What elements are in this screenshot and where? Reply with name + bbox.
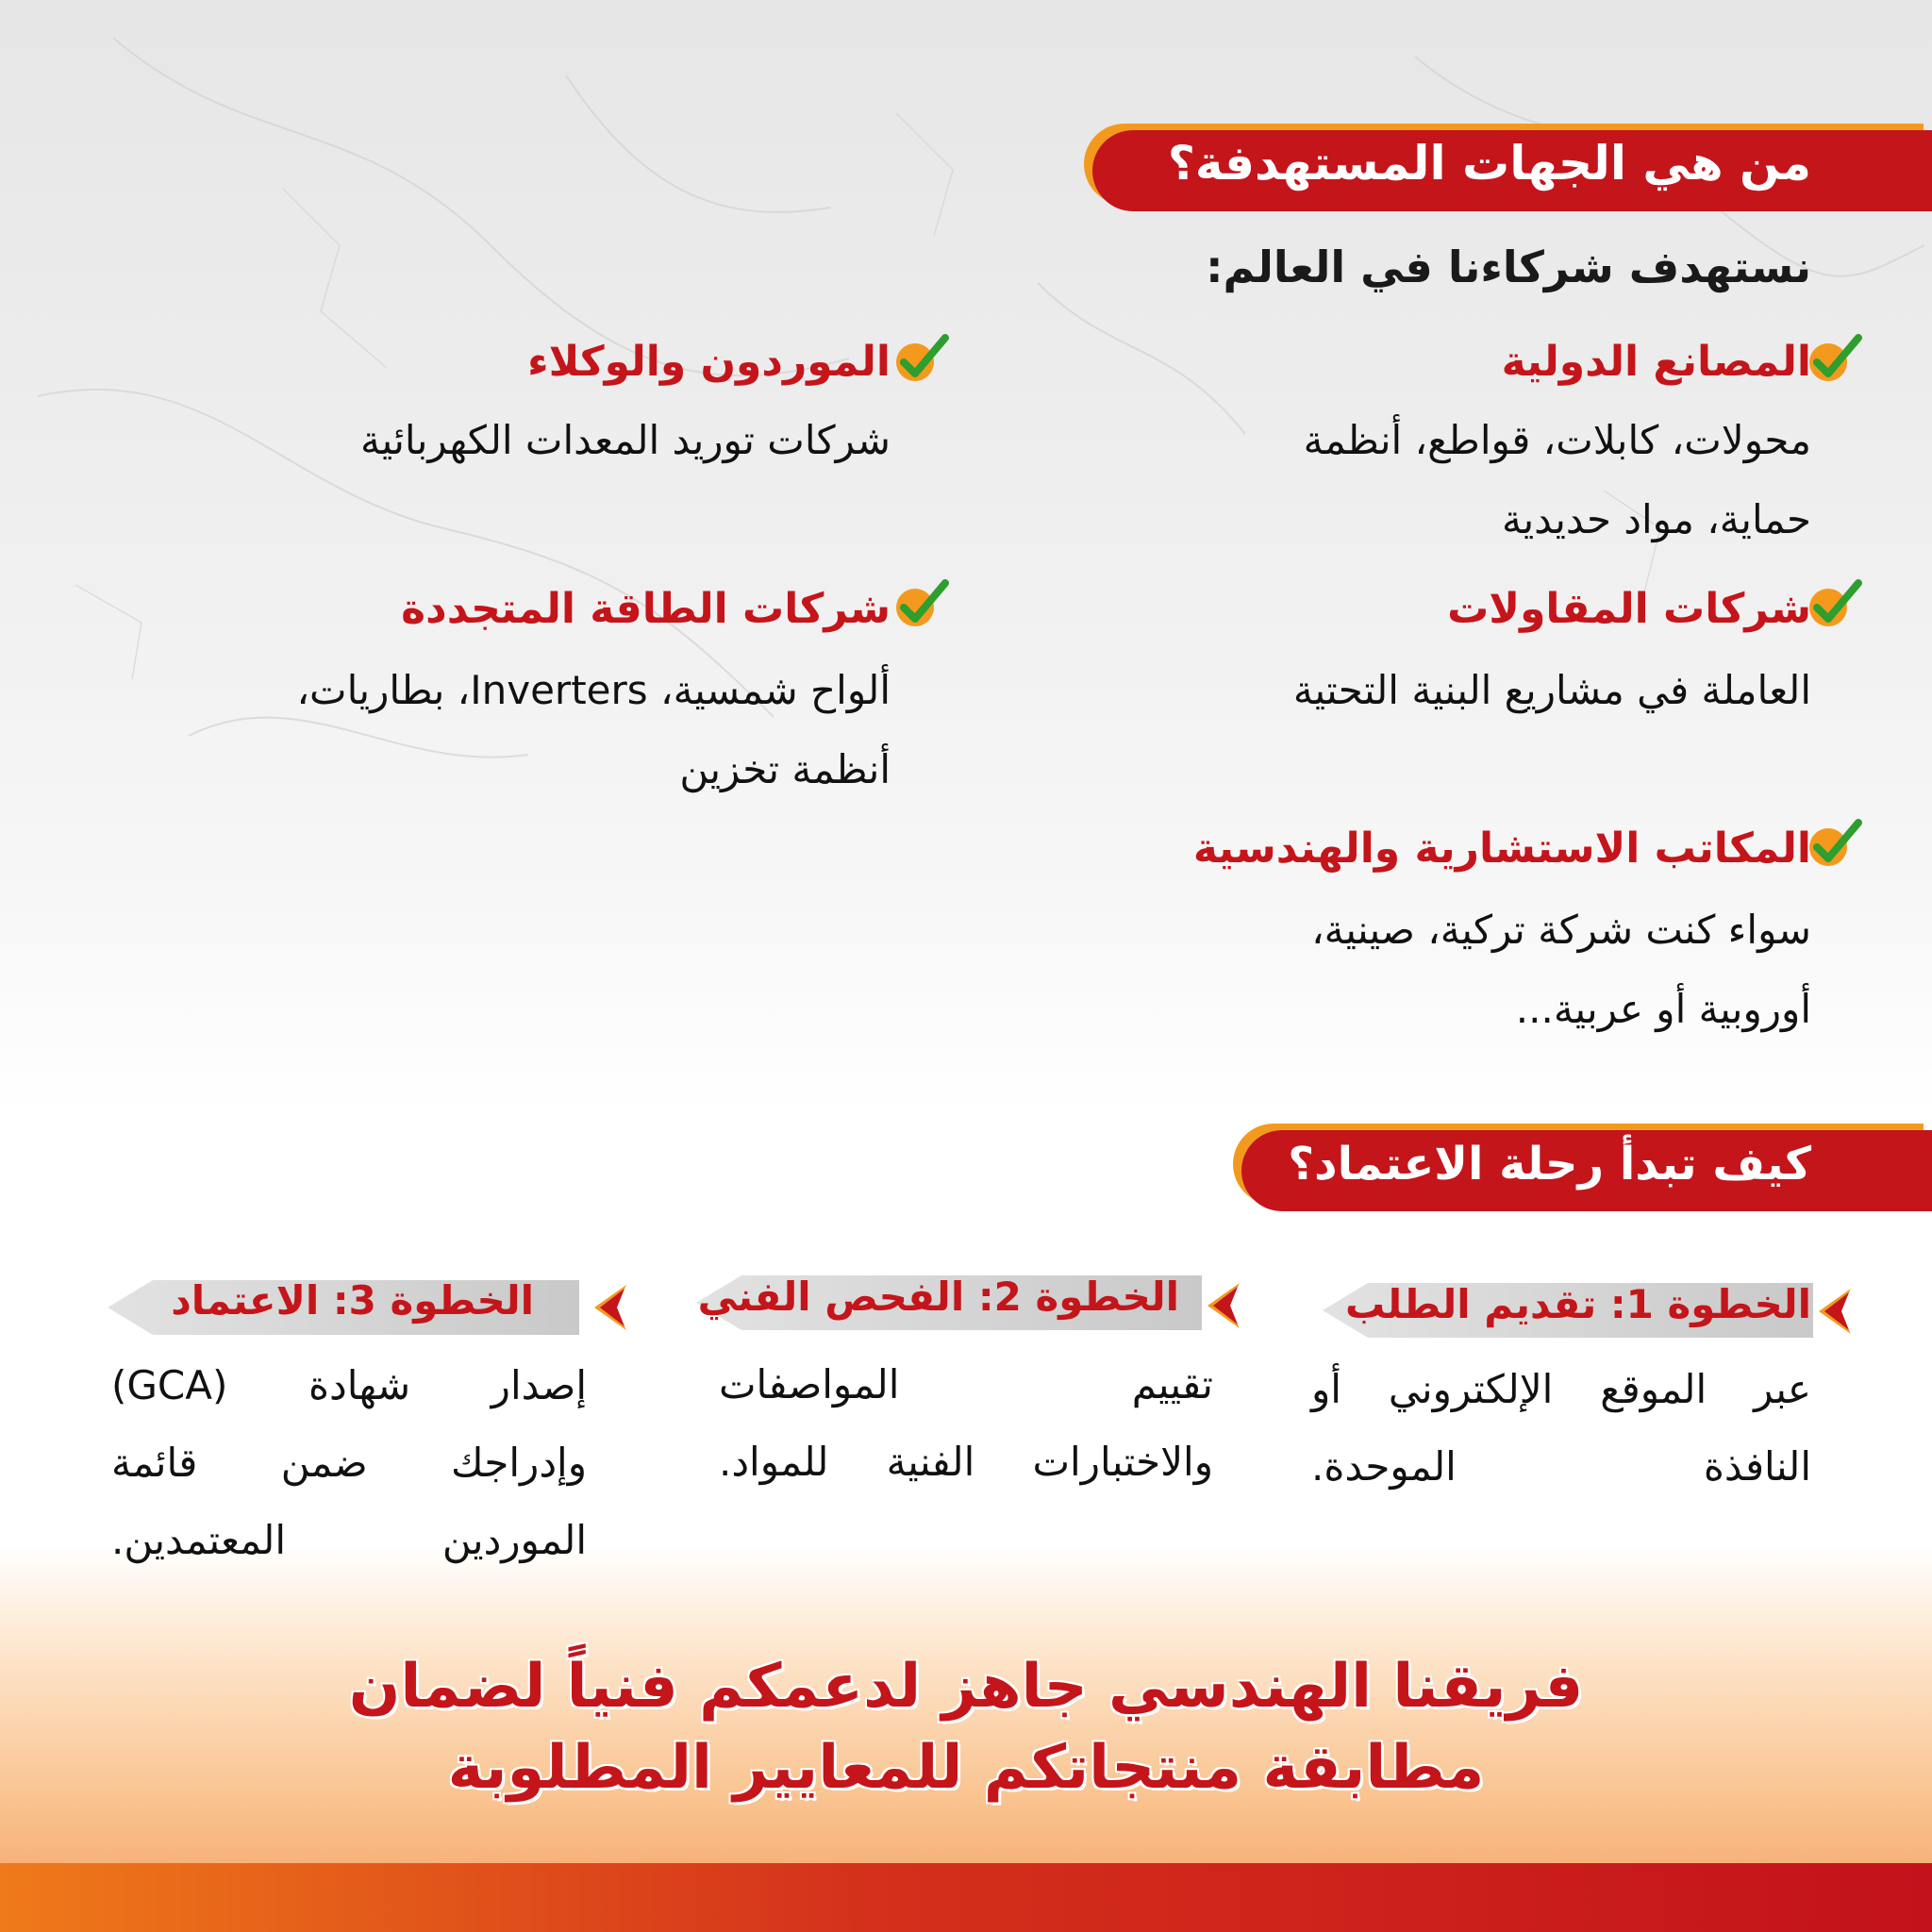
category-description: ألواح شمسية، Inverters، بطاريات، أنظمة تخزين	[296, 667, 891, 792]
step-title: الخطوة 3: الاعتماد	[171, 1277, 534, 1324]
category-description: شركات توريد المعدات الكهربائية	[360, 417, 891, 463]
step-title: الخطوة 1: تقديم الطلب	[1344, 1281, 1811, 1327]
category-description: محولات، كابلات، قواطع، أنظمة حماية، مواد حديدية	[1303, 417, 1811, 542]
category-title: شركات الطاقة المتجددة	[401, 585, 891, 633]
check-icon	[891, 328, 951, 389]
footer-line-1: فريقنا الهندسي جاهز لدعمكم فنياً لضمان	[348, 1652, 1584, 1722]
chevron-left-icon	[1813, 1285, 1855, 1338]
check-icon	[891, 574, 951, 634]
chevron-left-icon	[1202, 1279, 1243, 1332]
step-title: الخطوة 2: الفحص الفني	[697, 1274, 1179, 1320]
category-description: العاملة في مشاريع البنية التحتية	[1292, 667, 1811, 713]
footer-line-2: مطابقة منتجاتكم للمعايير المطلوبة	[447, 1733, 1485, 1803]
category-title: المكاتب الاستشارية والهندسية	[1192, 824, 1811, 873]
check-icon	[1804, 328, 1864, 389]
step-description: إصدار شهادة (GCA) وإدراجك ضمن قائمة الموردين المعتمدين.	[111, 1362, 587, 1563]
check-icon	[1804, 813, 1864, 874]
category-description: سواء كنت شركة تركية، صينية، أوروبية أو عربية...	[1311, 907, 1811, 1032]
section2-title: كيف تبدأ رحلة الاعتماد؟	[1288, 1138, 1811, 1191]
check-icon	[1804, 574, 1864, 634]
category-title: المصانع الدولية	[1501, 338, 1811, 386]
footer-message	[0, 1646, 1932, 1808]
bottom-color-band	[0, 1863, 1932, 1932]
category-title: شركات المقاولات	[1447, 585, 1811, 633]
step-description: تقييم المواصفات والاختبارات الفنية للمواد.	[719, 1361, 1213, 1485]
category-title: الموردون والوكلاء	[527, 338, 891, 386]
section1-title: من هي الجهات المستهدفة؟	[1167, 136, 1811, 191]
intro-text: نستهدف شركاءنا في العالم:	[1206, 242, 1811, 292]
step-description: عبر الموقع الإلكتروني أو النافذة الموحدة.	[1311, 1366, 1811, 1490]
chevron-left-icon	[589, 1281, 630, 1334]
